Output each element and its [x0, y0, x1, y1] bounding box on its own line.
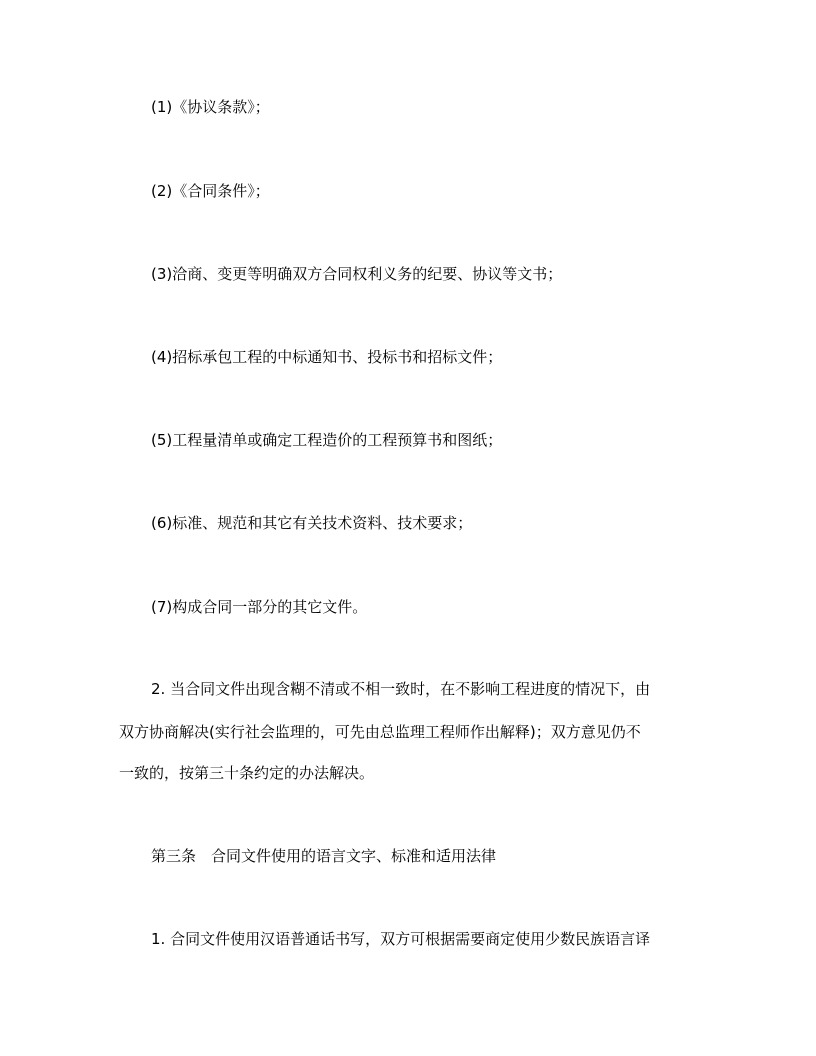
list-item-4: (4)招标承包工程的中标通知书、投标书和招标文件； — [151, 348, 503, 366]
list-item-1: (1)《协议条款》； — [151, 98, 270, 116]
list-item-5: (5)工程量清单或确定工程造价的工程预算书和图纸； — [151, 431, 503, 449]
paragraph-2-line-1: 2. 当合同文件出现含糊不清或不相一致时，在不影响工程进度的情况下，由 — [151, 680, 651, 698]
paragraph-2-line-3: 一致的，按第三十条约定的办法解决。 — [119, 764, 375, 782]
list-item-6: (6)标准、规范和其它有关技术资料、技术要求； — [151, 514, 473, 532]
paragraph-2-line-2: 双方协商解决(实行社会监理的，可先由总监理工程师作出解释)；双方意见仍不 — [119, 723, 641, 741]
list-item-2: (2)《合同条件》； — [151, 182, 270, 200]
article-3-heading: 第三条 合同文件使用的语言文字、标准和适用法律 — [151, 847, 497, 865]
list-item-7: (7)构成合同一部分的其它文件。 — [151, 598, 368, 616]
list-item-3: (3)洽商、变更等明确双方合同权利义务的纪要、协议等文书； — [151, 265, 563, 283]
article-3-item-1: 1. 合同文件使用汉语普通话书写，双方可根据需要商定使用少数民族语言译 — [151, 930, 651, 948]
